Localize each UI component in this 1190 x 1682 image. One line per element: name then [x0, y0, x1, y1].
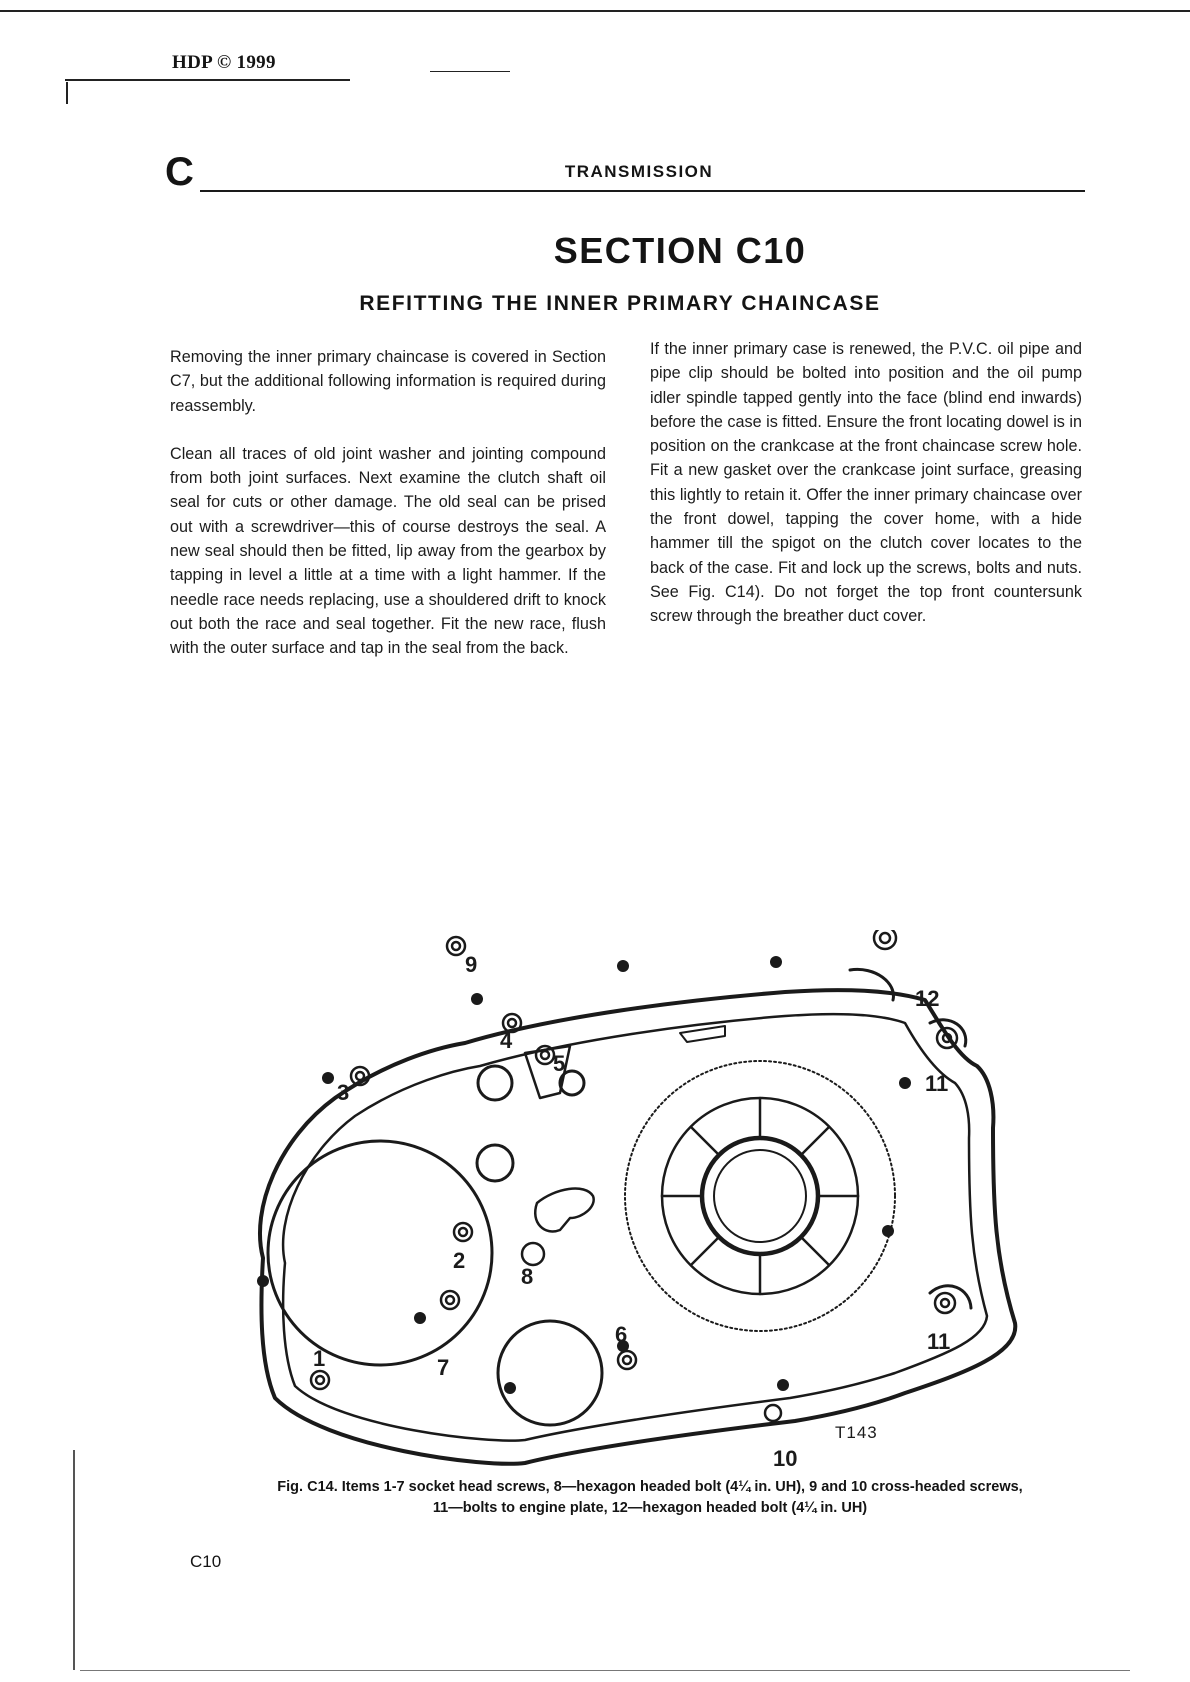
caption-line: 11—bolts to engine plate, 12—hexagon headed bolt (4¼ in. UH)	[432, 1500, 868, 1516]
callout-5: 5	[553, 1051, 566, 1076]
callout-2: 2	[453, 1248, 466, 1273]
scan-bottom-rule	[80, 1670, 1130, 1671]
scan-top-rule	[0, 10, 1190, 12]
callout-9: 9	[465, 952, 478, 977]
socket-screw-holes	[311, 930, 957, 1421]
scan-header-rule	[65, 79, 350, 81]
chaincase-diagram	[225, 930, 1085, 1470]
page-number: C10	[190, 1552, 222, 1571]
scan-header-rule-2	[430, 71, 510, 72]
callout-8: 8	[521, 1264, 534, 1289]
callout-11-lower: 11	[927, 1329, 951, 1354]
oil-pipe-slot	[680, 1026, 725, 1042]
callout-6: 6	[615, 1322, 628, 1347]
chapter-rule	[200, 190, 1085, 192]
left-column	[170, 345, 606, 685]
lug-12	[850, 969, 893, 1000]
right-column	[650, 337, 1082, 653]
header-mark: HDP © 1999	[172, 52, 276, 73]
paragraph: If the inner primary case is renewed, the P.V.C. oil pipe and pipe clip should be bolted into position and the oil pump idler spindle tapped gently into the face (blind end inwards) before the case is fitted. Ensure the front locating dowel is in position on the crankcase at the front chaincase screw hole. Fit a new gasket over the crankcase joint surface, greasing this lightly to retain it. Offer the inner primary chaincase over the front dowel, tapping the cover home, with a hide hammer till the spigot on the clutch cover locates to the back of the case. Fit and lock up the screws, bolts and nuts. See Fig. C14). Do not forget the top front countersunk screw through the breather duct cover.	[650, 340, 1082, 626]
scan-left-margin	[73, 1450, 75, 1670]
chapter-title-text: TRANSMISSION	[564, 162, 714, 181]
paragraph: Clean all traces of old joint washer and jointing compound from both joint surfaces. Next examine the clutch shaft oil seal for cuts or other damage. The old seal can be prised out with a screwdriver—this of course destroys the seal. A new seal should then be fitted, lip away from the gearbox by tapping in level a little at a time with a light hammer. If the needle race needs replacing, use a shouldered drift to knock out both the race and seal together. Fit the new race, flush with the outer surface and tap in the seal from the back.	[170, 444, 606, 658]
section-title: SECTION C10	[553, 230, 807, 271]
figure-caption	[200, 1477, 1100, 1519]
section-subtitle: REFITTING THE INNER PRIMARY CHAINCASE	[359, 292, 881, 315]
callout-10: 10	[773, 1446, 798, 1470]
callout-4: 4	[500, 1028, 513, 1053]
scan-left-mark	[66, 82, 68, 104]
callout-11-upper: 11	[925, 1071, 949, 1096]
sprocket-opening	[498, 1321, 602, 1425]
case-flange	[283, 1014, 987, 1441]
crank-boss-inner	[714, 1150, 806, 1242]
paragraph: Removing the inner primary chaincase is covered in Section C7, but the additional following information is required during reassembly.	[170, 348, 606, 415]
callout-7: 7	[437, 1355, 450, 1380]
pump-boss	[477, 1145, 513, 1181]
crank-boss-ribs	[662, 1098, 858, 1294]
callouts	[313, 952, 950, 1470]
upper-boss	[478, 1066, 512, 1100]
plate-id: T143	[835, 1423, 878, 1442]
case-outline	[260, 990, 1015, 1464]
callout-3: 3	[337, 1080, 350, 1105]
callout-1: 1	[313, 1346, 326, 1371]
callout-12: 12	[915, 986, 940, 1011]
chapter-title	[0, 162, 1190, 182]
caption-line: Fig. C14. Items 1-7 socket head screws, 8—hexagon headed bolt (4¼ in. UH), 9 and 10 cross-headed screws,	[277, 1479, 1023, 1495]
section-letter: C	[165, 150, 194, 194]
pump-plate	[535, 1189, 593, 1232]
